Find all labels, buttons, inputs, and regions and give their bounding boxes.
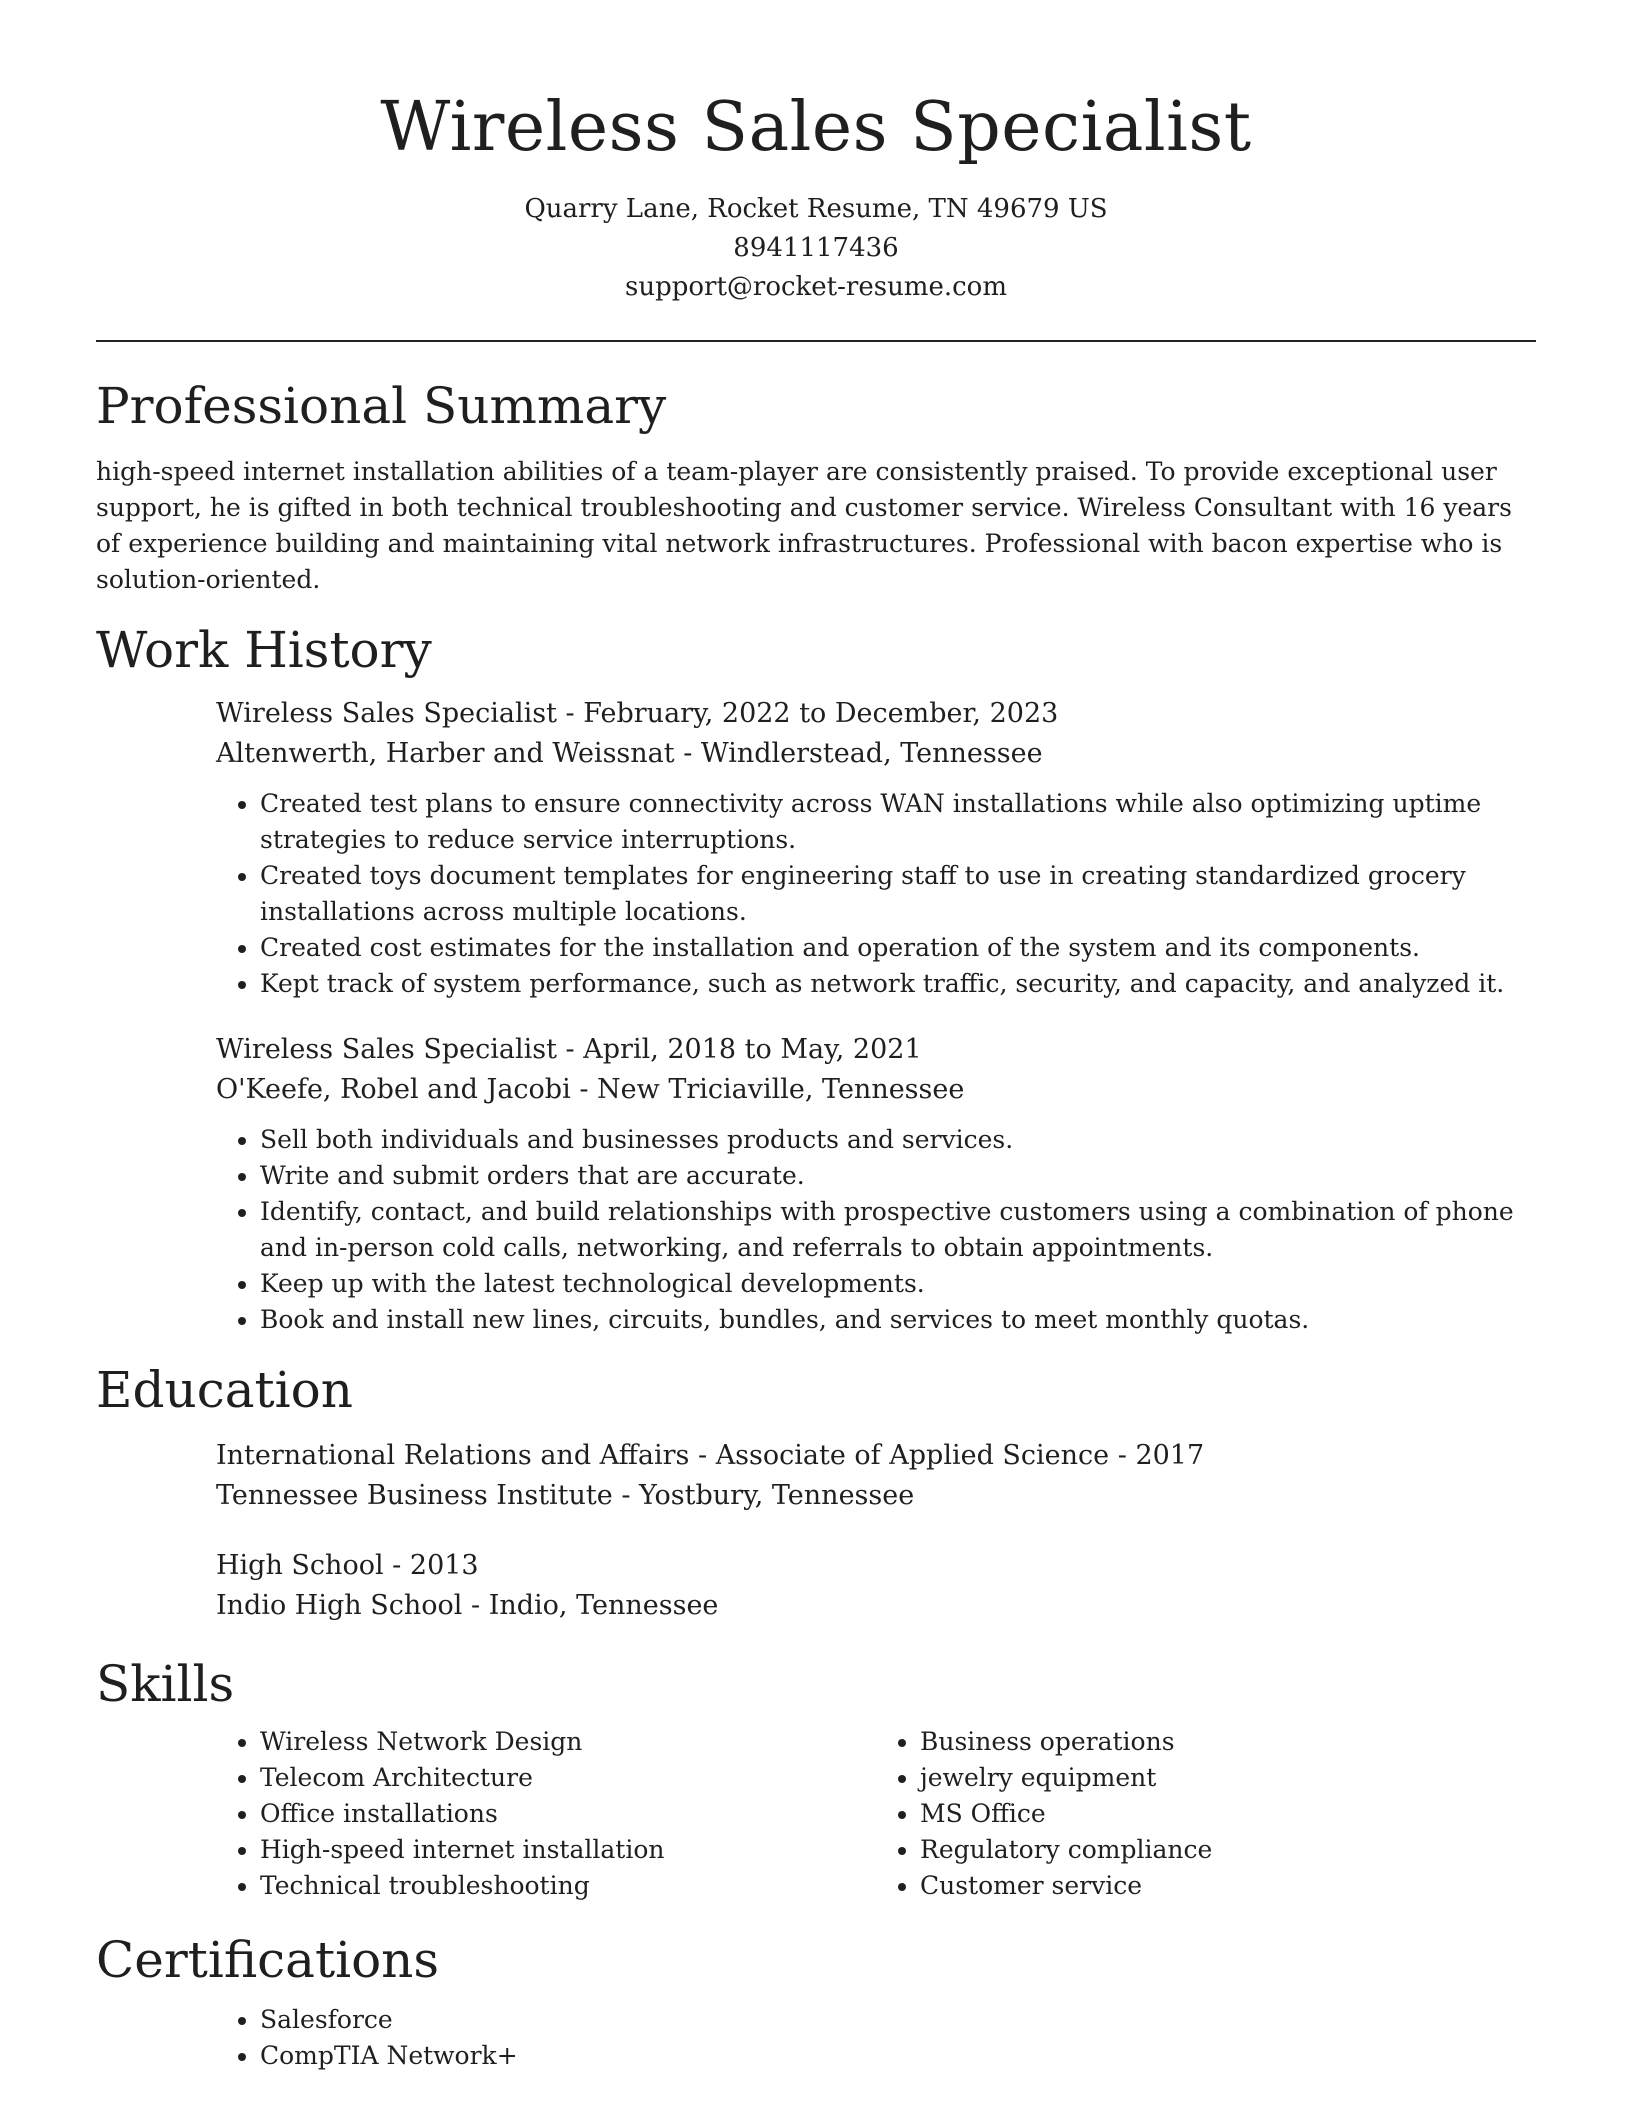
skill-item: • Office installations [260,1796,876,1832]
job-role: Wireless Sales Specialist [216,698,557,729]
job-bullet: • Kept track of system performance, such as network traffic, security, and capacity, and analyzed it. [260,966,1536,1002]
skill-item: • Wireless Network Design [260,1724,876,1760]
separator: - [462,1590,489,1621]
summary-text: high-speed internet installation abilities of a team-player are consistently praised. To provide exceptional user support, he is gifted in both technical troubleshooting and customer service. Wireless Consultant with 16 years of experience building and maintaining vital network infrastructures. Professional with bacon expertise who is solution-oriented. [96,457,1512,594]
contact-phone: 8941117436 [733,233,899,263]
job-title-line [216,1030,1536,1070]
skills-heading: Skills [96,1655,235,1713]
skills-list-left [216,1724,876,1904]
job-bullet: • Identify, contact, and build relationships with prospective customers using a combination of phone and in-person cold calls, networking, and referrals to obtain appointments. [260,1194,1536,1266]
education-location: Indio, Tennessee [488,1590,719,1621]
job-bullet: • Keep up with the latest technological developments. [260,1266,1536,1302]
skills-grid [216,1724,1536,1904]
job-bullet: • Write and submit orders that are accurate. [260,1158,1536,1194]
separator: - [556,698,584,729]
separator: - [570,1074,598,1105]
education-year: 2013 [409,1550,479,1581]
skill-item: • Technical troubleshooting [260,1868,876,1904]
summary-heading: Professional Summary [96,377,667,435]
job-company: Altenwerth, Harber and Weissnat [216,738,675,769]
education-entry [216,1436,1536,1516]
skill-item: • Customer service [920,1868,1536,1904]
separator: - [556,1034,584,1065]
job-bullets [216,1122,1536,1338]
education-school: Tennessee Business Institute [216,1480,613,1511]
skill-item: • Regulatory compliance [920,1832,1536,1868]
separator: - [612,1480,640,1511]
education-field: International Relations and Affairs [216,1440,690,1471]
education-degree-line [216,1546,1536,1586]
header-divider [96,340,1536,342]
separator: - [674,738,701,769]
resume-page [96,0,1536,2074]
certifications-block [216,2002,1536,2074]
job-location: New Triciaville, Tennessee [597,1074,965,1105]
skill-item: • Business operations [920,1724,1536,1760]
job-role: Wireless Sales Specialist [216,1034,557,1065]
contact-address: Quarry Lane, Rocket Resume, TN 49679 US [524,194,1108,224]
certifications-heading: Certifications [96,1931,440,1989]
certification-item: • CompTIA Network+ [260,2038,1536,2074]
job-entry [216,1030,1536,1338]
education-school-line [216,1476,1536,1516]
skill-item: • High-speed internet installation [260,1832,876,1868]
education-year: 2017 [1135,1440,1205,1471]
job-dates: February, 2022 to December, 2023 [583,698,1059,729]
job-location: Windlerstead, Tennessee [700,738,1043,769]
job-title-line [216,694,1536,734]
education-entry [216,1546,1536,1626]
education-location: Yostbury, Tennessee [639,1480,915,1511]
separator: - [383,1550,410,1581]
job-company: O'Keefe, Robel and Jacobi [216,1074,571,1105]
job-company-line [216,1070,1536,1110]
job-bullet: • Created test plans to ensure connectivity across WAN installations while also optimizing uptime strategies to reduce service interruptions. [260,786,1536,858]
education-school: Indio High School [216,1590,463,1621]
education-heading: Education [96,1361,353,1419]
separator: - [689,1440,716,1471]
job-bullet: • Book and install new lines, circuits, bundles, and services to meet monthly quotas. [260,1302,1536,1338]
job-company-line [216,734,1536,774]
job-bullet: • Sell both individuals and businesses products and services. [260,1122,1536,1158]
job-dates: April, 2018 to May, 2021 [583,1034,922,1065]
certification-item: • Salesforce [260,2002,1536,2038]
job-bullet: • Created toys document templates for engineering staff to use in creating standardized grocery installations across multiple locations. [260,858,1536,930]
education-degree: Associate of Applied Science [715,1440,1110,1471]
contact-email: support@rocket-resume.com [624,272,1007,302]
work-history-heading: Work History [96,621,432,679]
certifications-list [216,2002,1536,2074]
job-bullets [216,786,1536,1002]
job-entry [216,694,1536,1002]
contact-block [96,190,1536,307]
skill-item: • jewelry equipment [920,1760,1536,1796]
job-bullet: • Created cost estimates for the installation and operation of the system and its components. [260,930,1536,966]
skill-item: • Telecom Architecture [260,1760,876,1796]
education-degree: High School [216,1550,384,1581]
education-school-line [216,1586,1536,1626]
education-degree-line [216,1436,1536,1476]
resume-name: Wireless Sales Specialist [380,88,1252,167]
skill-item: • MS Office [920,1796,1536,1832]
separator: - [1109,1440,1136,1471]
skills-list-right [876,1724,1536,1904]
